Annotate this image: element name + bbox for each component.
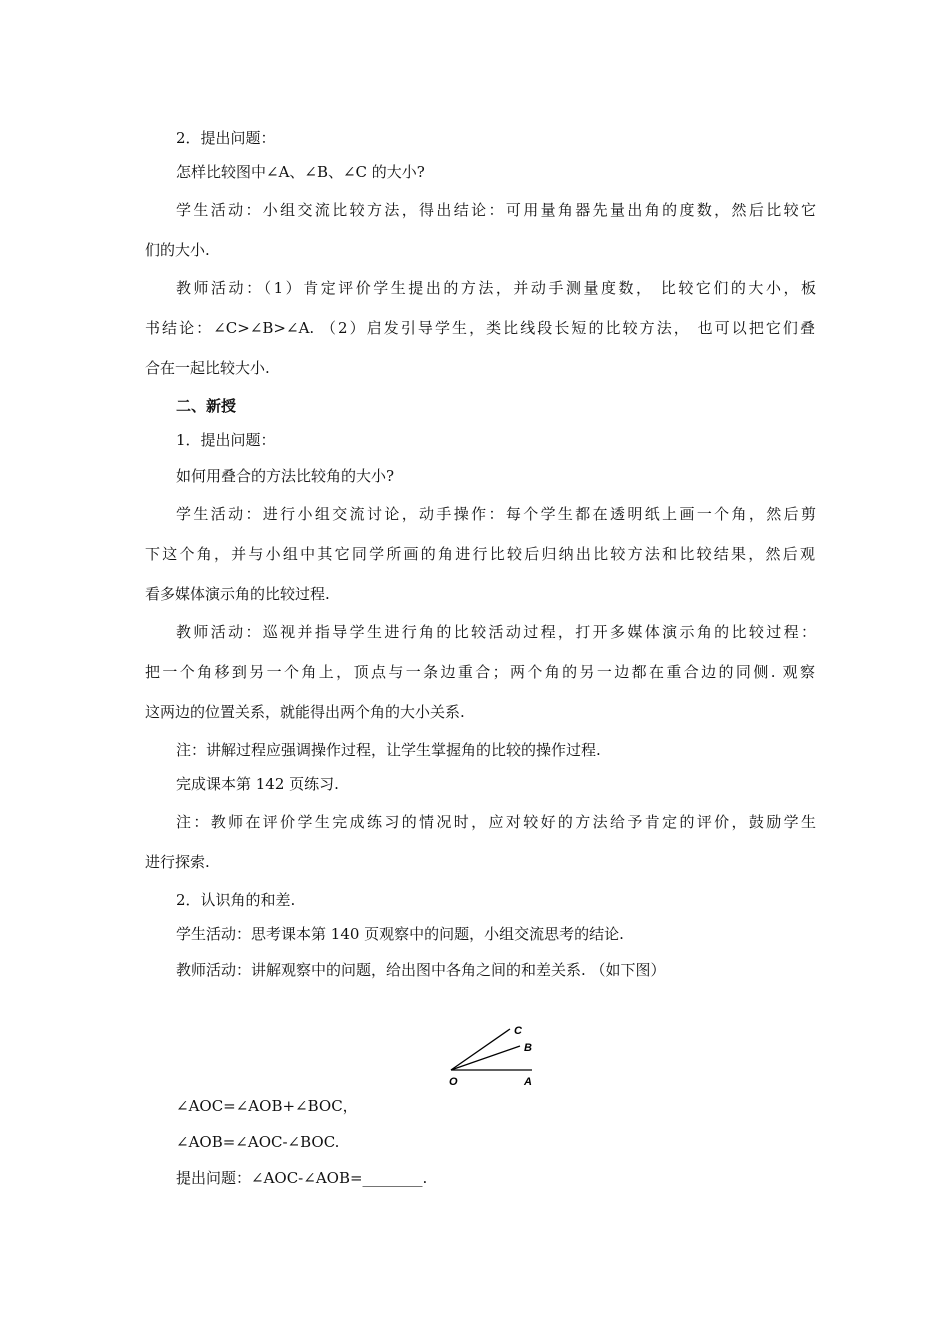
- angle-diagram: [440, 1022, 550, 1090]
- text-line: 这两边的位置关系，就能得出两个角的大小关系.: [145, 703, 465, 721]
- text-line: 下这个角，并与小组中其它同学所画的角进行比较后归纳出比较方法和比较结果，然后观: [145, 545, 815, 563]
- text-line: 2．认识角的和差.: [176, 891, 296, 909]
- text-line: ∠AOB=∠AOC-∠BOC.: [176, 1133, 340, 1151]
- text-line: 教师活动：讲解观察中的问题，给出图中各角之间的和差关系. （如下图）: [176, 961, 666, 979]
- text-line: 怎样比较图中∠A、∠B、∠C 的大小?: [176, 163, 425, 181]
- text-line: 如何用叠合的方法比较角的大小?: [176, 467, 395, 485]
- label-o: O: [449, 1076, 458, 1088]
- text-line: 教师活动：巡视并指导学生进行角的比较活动过程，打开多媒体演示角的比较过程：: [176, 623, 816, 641]
- text-line: 们的大小.: [145, 241, 210, 259]
- text-line: 提出问题：∠AOC-∠AOB=________.: [176, 1169, 428, 1187]
- text-line: 看多媒体演示角的比较过程.: [145, 585, 330, 603]
- ray-ob: [451, 1046, 520, 1070]
- text-line: 注：教师在评价学生完成练习的情况时，应对较好的方法给予肯定的评价，鼓励学生: [176, 813, 816, 831]
- text-line: 学生活动：进行小组交流讨论，动手操作：每个学生都在透明纸上画一个角，然后剪: [176, 505, 816, 523]
- text-line: 2．提出问题：: [176, 129, 276, 147]
- text-line: 学生活动：思考课本第 140 页观察中的问题，小组交流思考的结论.: [176, 925, 624, 943]
- text-line: 合在一起比较大小.: [145, 359, 270, 377]
- label-c: C: [514, 1025, 522, 1037]
- label-b: B: [524, 1042, 532, 1054]
- label-a: A: [524, 1076, 532, 1088]
- text-line: 把一个角移到另一个角上，顶点与一条边重合；两个角的另一边都在重合边的同侧. 观察: [145, 663, 815, 681]
- text-line: 书结论：∠C>∠B>∠A. （2）启发引导学生，类比线段长短的比较方法， 也可以把它们叠: [145, 319, 815, 337]
- text-line: 进行探索.: [145, 853, 210, 871]
- text-line: 教师活动：（1）肯定评价学生提出的方法，并动手测量度数， 比较它们的大小，板: [176, 279, 816, 297]
- text-line: 学生活动：小组交流比较方法，得出结论：可用量角器先量出角的度数，然后比较它: [176, 201, 816, 219]
- ray-oc: [451, 1029, 510, 1070]
- text-line: 完成课本第 142 页练习.: [176, 775, 339, 793]
- section-heading: 二、新授: [176, 397, 237, 415]
- text-line: ∠AOC=∠AOB+∠BOC，: [176, 1097, 358, 1115]
- text-line: 注：讲解过程应强调操作过程，让学生掌握角的比较的操作过程.: [176, 741, 601, 759]
- text-line: 1．提出问题：: [176, 431, 276, 449]
